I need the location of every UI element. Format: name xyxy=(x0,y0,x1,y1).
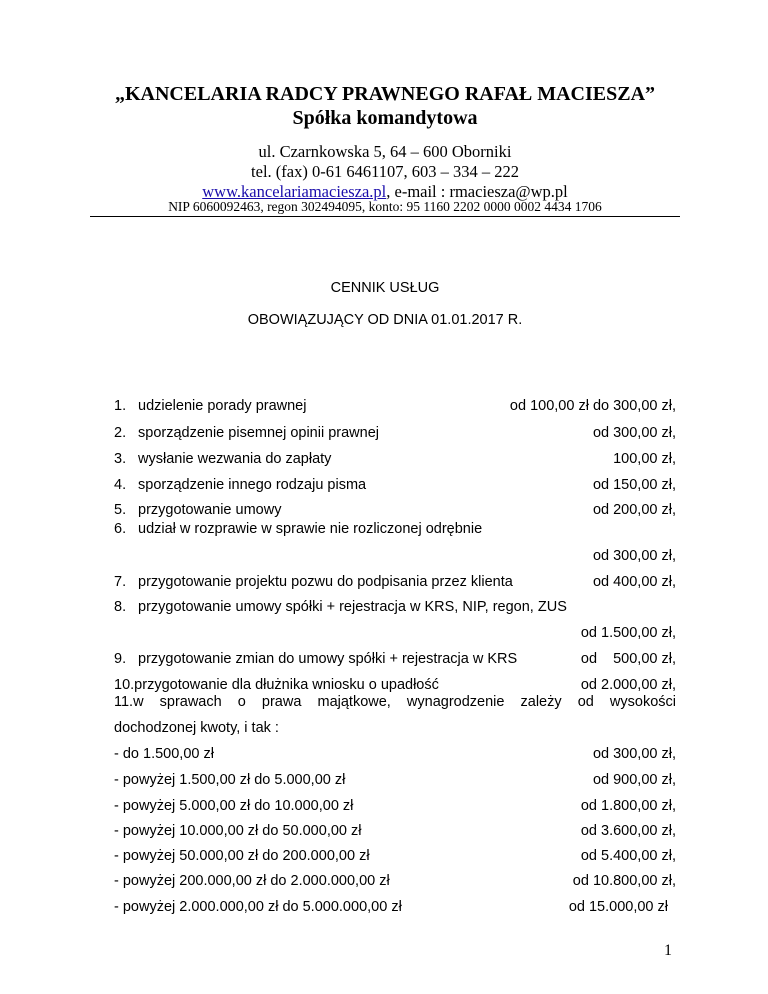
service-row xyxy=(114,599,676,619)
tier-label: - powyżej 1.500,00 zł do 5.000,00 zł xyxy=(114,772,346,788)
tier-price: od 3.600,00 zł, xyxy=(580,823,676,839)
tier-price: od 15.000,00 zł xyxy=(568,899,668,915)
service-label: udział w rozprawie w sprawie nie rozliczonej odrębnie xyxy=(138,521,483,537)
service-number: 6. xyxy=(114,521,127,537)
firm-address: ul. Czarnkowska 5, 64 – 600 Oborniki xyxy=(258,142,512,161)
tier-label: - powyżej 2.000.000,00 zł do 5.000.000,00 zł xyxy=(114,899,402,915)
email-text: , e-mail : rmaciesza@wp.pl xyxy=(386,182,568,201)
tier-label: - powyżej 10.000,00 zł do 50.000,00 zł xyxy=(114,823,362,839)
service-label: przygotowanie umowy xyxy=(138,502,282,518)
firm-title: „KANCELARIA RADCY PRAWNEGO RAFAŁ MACIESZA” xyxy=(114,83,656,105)
website-link[interactable]: www.kancelariamaciesza.pl xyxy=(202,182,387,201)
price-list-heading: CENNIK USŁUG xyxy=(330,280,440,296)
tier-label: - powyżej 200.000,00 zł do 2.000.000,00 zł xyxy=(114,873,390,889)
tier-label: - powyżej 5.000,00 zł do 10.000,00 zł xyxy=(114,798,354,814)
firm-subtitle: Spółka komandytowa xyxy=(292,107,478,129)
tier-row xyxy=(114,899,676,919)
service-number: 4. xyxy=(114,477,127,493)
service-row xyxy=(114,574,676,594)
service-price: od 300,00 zł, xyxy=(592,548,676,564)
service-number: 10. xyxy=(114,677,135,693)
service-row xyxy=(114,398,676,418)
service-label: przygotowanie zmian do umowy spółki + rejestracja w KRS xyxy=(138,651,518,667)
service-price: od 1.500,00 zł, xyxy=(580,625,676,641)
tier-price: od 5.400,00 zł, xyxy=(580,848,676,864)
service-row xyxy=(114,451,676,471)
tier-row xyxy=(114,798,676,818)
tier-row xyxy=(114,848,676,868)
tier-price: od 1.800,00 zł, xyxy=(580,798,676,814)
service-label: przygotowanie dla dłużnika wniosku o upadłość xyxy=(134,677,439,693)
page-number: 1 xyxy=(664,942,672,959)
service-row xyxy=(114,651,676,671)
service-11-line1: 11.w sprawach o prawa majątkowe, wynagrodzenie zależy od wysokości xyxy=(114,694,676,710)
service-price: od 300,00 zł, xyxy=(592,425,676,441)
firm-registry: NIP 6060092463, regon 302494095, konto: 95 1160 2202 0000 0002 4434 1706 xyxy=(168,199,602,214)
service-number: 1. xyxy=(114,398,127,414)
service-price-row xyxy=(114,548,676,568)
service-number: 3. xyxy=(114,451,127,467)
header-divider xyxy=(90,216,680,217)
tier-label: - do 1.500,00 zł xyxy=(114,746,214,762)
service-label: udzielenie porady prawnej xyxy=(138,398,307,414)
service-price: od 150,00 zł, xyxy=(592,477,676,493)
service-price: od 200,00 zł, xyxy=(592,502,676,518)
service-price: od 2.000,00 zł, xyxy=(580,677,676,693)
service-number: 9. xyxy=(114,651,127,667)
service-label: sporządzenie innego rodzaju pisma xyxy=(138,477,367,493)
service-price: od 500,00 zł, xyxy=(580,651,676,667)
service-price: 100,00 zł, xyxy=(613,451,676,467)
service-11-line2: dochodzonej kwoty, i tak : xyxy=(114,720,279,736)
tier-price: od 300,00 zł, xyxy=(592,746,676,762)
service-price: od 100,00 zł do 300,00 zł, xyxy=(509,398,676,414)
service-price: od 400,00 zł, xyxy=(592,574,676,590)
service-label: wysłanie wezwania do zapłaty xyxy=(138,451,332,467)
service-number: 7. xyxy=(114,574,127,590)
service-number: 8. xyxy=(114,599,127,615)
firm-phone: tel. (fax) 0-61 6461107, 603 – 334 – 222 xyxy=(251,162,519,181)
tier-row xyxy=(114,772,676,792)
tier-price: od 900,00 zł, xyxy=(592,772,676,788)
service-label: sporządzenie pisemnej opinii prawnej xyxy=(138,425,379,441)
service-label: przygotowanie umowy spółki + rejestracja w KRS, NIP, regon, ZUS xyxy=(138,599,567,615)
service-number: 2. xyxy=(114,425,127,441)
service-row xyxy=(114,477,676,497)
service-label: przygotowanie projektu pozwu do podpisania przez klienta xyxy=(138,574,513,590)
tier-row xyxy=(114,823,676,843)
service-row xyxy=(114,425,676,445)
tier-price: od 10.800,00 zł, xyxy=(572,873,676,889)
service-row xyxy=(114,502,676,522)
service-number: 5. xyxy=(114,502,127,518)
service-price-row xyxy=(114,625,676,645)
price-list-date: OBOWIĄZUJĄCY OD DNIA 01.01.2017 R. xyxy=(247,312,523,328)
tier-row xyxy=(114,746,676,766)
tier-row xyxy=(114,873,676,893)
service-row xyxy=(114,521,676,541)
tier-label: - powyżej 50.000,00 zł do 200.000,00 zł xyxy=(114,848,370,864)
